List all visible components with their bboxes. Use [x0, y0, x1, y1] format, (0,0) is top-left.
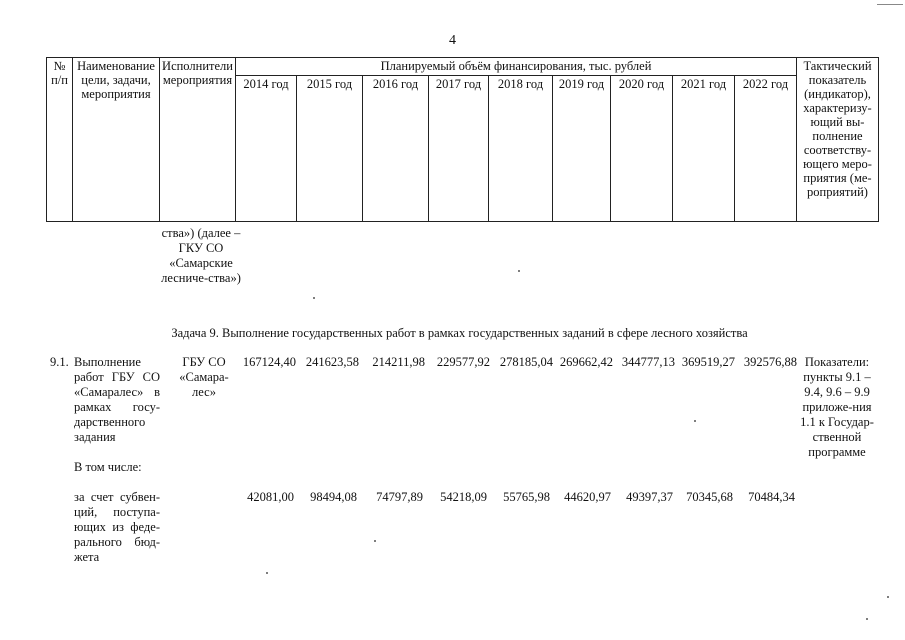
- row-value: 42081,00: [247, 490, 294, 504]
- row-value: 269662,42: [559, 355, 613, 369]
- header-year: 2021 год: [673, 76, 735, 222]
- row-value: 278185,04: [499, 355, 553, 369]
- row-value: 344777,13: [621, 355, 675, 369]
- header-year: 2015 год: [297, 76, 363, 222]
- row-name: за счет субвен-ций, поступа-ющих из феде-рального бюд-жета: [74, 490, 160, 564]
- row-value: 54218,09: [440, 490, 487, 504]
- scan-speck: [266, 572, 268, 574]
- row-value: 49397,37: [626, 490, 673, 504]
- header-table: [46, 57, 879, 222]
- row-value: 214211,98: [372, 355, 425, 369]
- scan-speck: [518, 270, 520, 272]
- row-sub-label: В том числе:: [74, 460, 142, 474]
- row-number: 9.1.: [50, 355, 69, 369]
- header-name: Наименование цели, задачи, мероприятия: [73, 58, 160, 222]
- header-num: № п/п: [47, 58, 73, 222]
- row-value: 369519,27: [681, 355, 735, 369]
- scan-speck: [887, 596, 889, 598]
- page-number: 4: [449, 33, 456, 48]
- row-value: 392576,88: [743, 355, 797, 369]
- header-executors: Исполнители мероприятия: [160, 58, 236, 222]
- row-value: 70345,68: [686, 490, 733, 504]
- header-year: 2018 год: [489, 76, 553, 222]
- row-value: 241623,58: [305, 355, 359, 369]
- scan-speck: [866, 618, 868, 620]
- row-value: 167124,40: [242, 355, 296, 369]
- row-value: 70484,34: [748, 490, 795, 504]
- row-value: 229577,92: [436, 355, 490, 369]
- header-year: 2016 год: [363, 76, 429, 222]
- header-year: 2019 год: [553, 76, 611, 222]
- scan-speck: [694, 420, 696, 422]
- task-title: Задача 9. Выполнение государственных работ в рамках государственных заданий в сфере лесного хозяйства: [171, 326, 748, 340]
- row-value: 44620,97: [564, 490, 611, 504]
- row-executor: ГБУ СО «Самара-лес»: [179, 355, 229, 399]
- header-year: 2022 год: [735, 76, 797, 222]
- header-year: 2014 год: [236, 76, 297, 222]
- header-year: 2020 год: [611, 76, 673, 222]
- executor-continuation: ства») (далее – ГКУ СО «Самарские лесниче-ства»): [161, 226, 241, 285]
- row-value: 55765,98: [503, 490, 550, 504]
- row-name: Выполнение работ ГБУ СО «Самаралес» в рамках госу-дарственного задания: [74, 355, 160, 444]
- header-funding: Планируемый объём финансирования, тыс. рублей: [236, 58, 797, 76]
- row-value: 74797,89: [376, 490, 423, 504]
- scan-speck: [313, 297, 315, 299]
- scan-mark: [877, 4, 903, 5]
- row-indicator: Показатели: пункты 9.1 – 9.4, 9.6 – 9.9 приложе-ния 1.1 к Государ-ственной программе: [800, 355, 874, 459]
- header-indicator: Тактический показатель (индикатор), характеризу-ющий вы-полнение соответству-ющего меро-приятия (ме-роприятий): [797, 58, 879, 222]
- header-year: 2017 год: [429, 76, 489, 222]
- scan-speck: [374, 540, 376, 542]
- row-value: 98494,08: [310, 490, 357, 504]
